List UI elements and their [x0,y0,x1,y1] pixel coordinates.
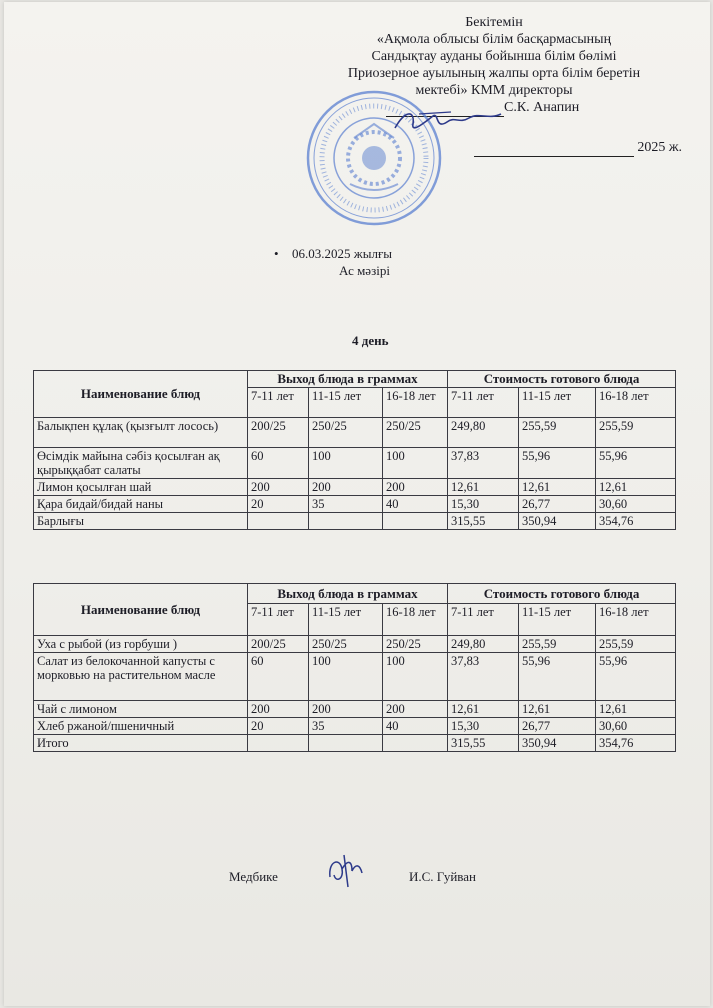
grams-age1: 20 [248,718,309,735]
header-cost-age2: 11-15 лет [519,604,596,636]
table-row [34,701,676,718]
empty-cell [248,735,309,752]
grams-age3: 200 [383,701,448,718]
cost-age3: 255,59 [596,418,676,448]
total-cost-age3: 354,76 [596,513,676,530]
grams-age3: 250/25 [383,636,448,653]
total-label: Итого [34,735,248,752]
grams-age2: 200 [309,701,383,718]
table-row [34,479,676,496]
cost-age2: 12,61 [519,479,596,496]
director-name: С.К. Анапин [504,100,580,115]
approval-org-line2: Сандықтау ауданы бойынша білім бөлімі [371,49,617,64]
table-total-row [34,513,676,530]
cost-age1: 37,83 [448,653,519,701]
table-row [34,418,676,448]
nurse-role: Медбике [229,869,278,884]
header-output-age3: 16-18 лет [383,388,448,418]
nurse-signature-icon [322,847,372,891]
total-cost-age2: 350,94 [519,735,596,752]
grams-age3: 40 [383,718,448,735]
dish-name: Салат из белокочанной капусты с морковью на растительном масле [34,653,248,701]
grams-age2: 100 [309,653,383,701]
dish-name: Өсімдік майына сәбіз қосылған ақ қырыққабат салаты [34,448,248,479]
empty-cell [248,513,309,530]
header-output-age2: 11-15 лет [309,604,383,636]
approval-org-line4: мектебі» КММ директоры [415,83,573,98]
header-cost: Стоимость готового блюда [448,371,676,388]
cost-age2: 255,59 [519,418,596,448]
approval-org-line3: Приозерное ауылының жалпы орта білім беретін [347,66,641,81]
grams-age1: 60 [248,653,309,701]
grams-age1: 200/25 [248,418,309,448]
header-dish: Наименование блюд [34,371,248,418]
total-cost-age2: 350,94 [519,513,596,530]
dish-name: Уха с рыбой (из горбуши ) [34,636,248,653]
dish-name: Балықпен құлақ (қызғылт лосось) [34,418,248,448]
nurse-name: И.С. Гуйван [409,869,476,884]
menu-table-russian [33,583,676,752]
cost-age1: 249,80 [448,636,519,653]
cost-age3: 55,96 [596,448,676,479]
menu-title: Ас мәзірі [339,263,390,278]
header-cost-age1: 7-11 лет [448,604,519,636]
header-cost-age3: 16-18 лет [596,388,676,418]
cost-age3: 30,60 [596,718,676,735]
empty-cell [383,513,448,530]
cost-age3: 55,96 [596,653,676,701]
header-cost: Стоимость готового блюда [448,584,676,604]
cost-age3: 255,59 [596,636,676,653]
table-row [34,448,676,479]
approval-title: Бекітемін [465,15,523,30]
grams-age2: 200 [309,479,383,496]
cost-age1: 12,61 [448,479,519,496]
grams-age1: 20 [248,496,309,513]
document-page [4,2,710,1006]
grams-age2: 100 [309,448,383,479]
cost-age2: 255,59 [519,636,596,653]
menu-table-kazakh [33,370,676,530]
cost-age1: 15,30 [448,718,519,735]
table-row [34,496,676,513]
cost-age2: 26,77 [519,496,596,513]
grams-age3: 40 [383,496,448,513]
header-output-age2: 11-15 лет [309,388,383,418]
grams-age3: 100 [383,653,448,701]
cost-age2: 12,61 [519,701,596,718]
grams-age2: 250/25 [309,418,383,448]
total-cost-age1: 315,55 [448,735,519,752]
grams-age2: 250/25 [309,636,383,653]
cost-age2: 26,77 [519,718,596,735]
bullet-icon: • [274,246,279,261]
day-title: 4 день [352,333,389,348]
dish-name: Қара бидай/бидай наны [34,496,248,513]
grams-age1: 200 [248,701,309,718]
header-cost-age2: 11-15 лет [519,388,596,418]
menu-date [274,246,392,262]
total-cost-age1: 315,55 [448,513,519,530]
approval-org-line1: «Ақмола облысы білім басқармасының [376,32,612,47]
total-cost-age3: 354,76 [596,735,676,752]
table-row [34,636,676,653]
header-output-age1: 7-11 лет [248,604,309,636]
dish-name: Чай с лимоном [34,701,248,718]
grams-age1: 200 [248,479,309,496]
table-row [34,653,676,701]
cost-age1: 15,30 [448,496,519,513]
grams-age3: 100 [383,448,448,479]
total-label: Барлығы [34,513,248,530]
grams-age3: 200 [383,479,448,496]
cost-age3: 12,61 [596,701,676,718]
header-output-age1: 7-11 лет [248,388,309,418]
grams-age3: 250/25 [383,418,448,448]
grams-age2: 35 [309,718,383,735]
header-cost-age3: 16-18 лет [596,604,676,636]
grams-age2: 35 [309,496,383,513]
menu-date-text: 06.03.2025 жылғы [292,246,393,261]
cost-age3: 12,61 [596,479,676,496]
cost-age2: 55,96 [519,448,596,479]
header-output: Выход блюда в граммах [248,371,448,388]
empty-cell [309,735,383,752]
header-output-age3: 16-18 лет [383,604,448,636]
cost-age2: 55,96 [519,653,596,701]
cost-age1: 37,83 [448,448,519,479]
dish-name: Хлеб ржаной/пшеничный [34,718,248,735]
director-signature-icon [389,102,509,142]
header-dish: Наименование блюд [34,584,248,636]
cost-age1: 12,61 [448,701,519,718]
empty-cell [309,513,383,530]
table-row [34,718,676,735]
dish-name: Лимон қосылған шай [34,479,248,496]
empty-cell [383,735,448,752]
header-output: Выход блюда в граммах [248,584,448,604]
approval-year: 2025 ж. [637,140,682,155]
header-cost-age1: 7-11 лет [448,388,519,418]
cost-age3: 30,60 [596,496,676,513]
table-total-row [34,735,676,752]
cost-age1: 249,80 [448,418,519,448]
grams-age1: 60 [248,448,309,479]
grams-age1: 200/25 [248,636,309,653]
